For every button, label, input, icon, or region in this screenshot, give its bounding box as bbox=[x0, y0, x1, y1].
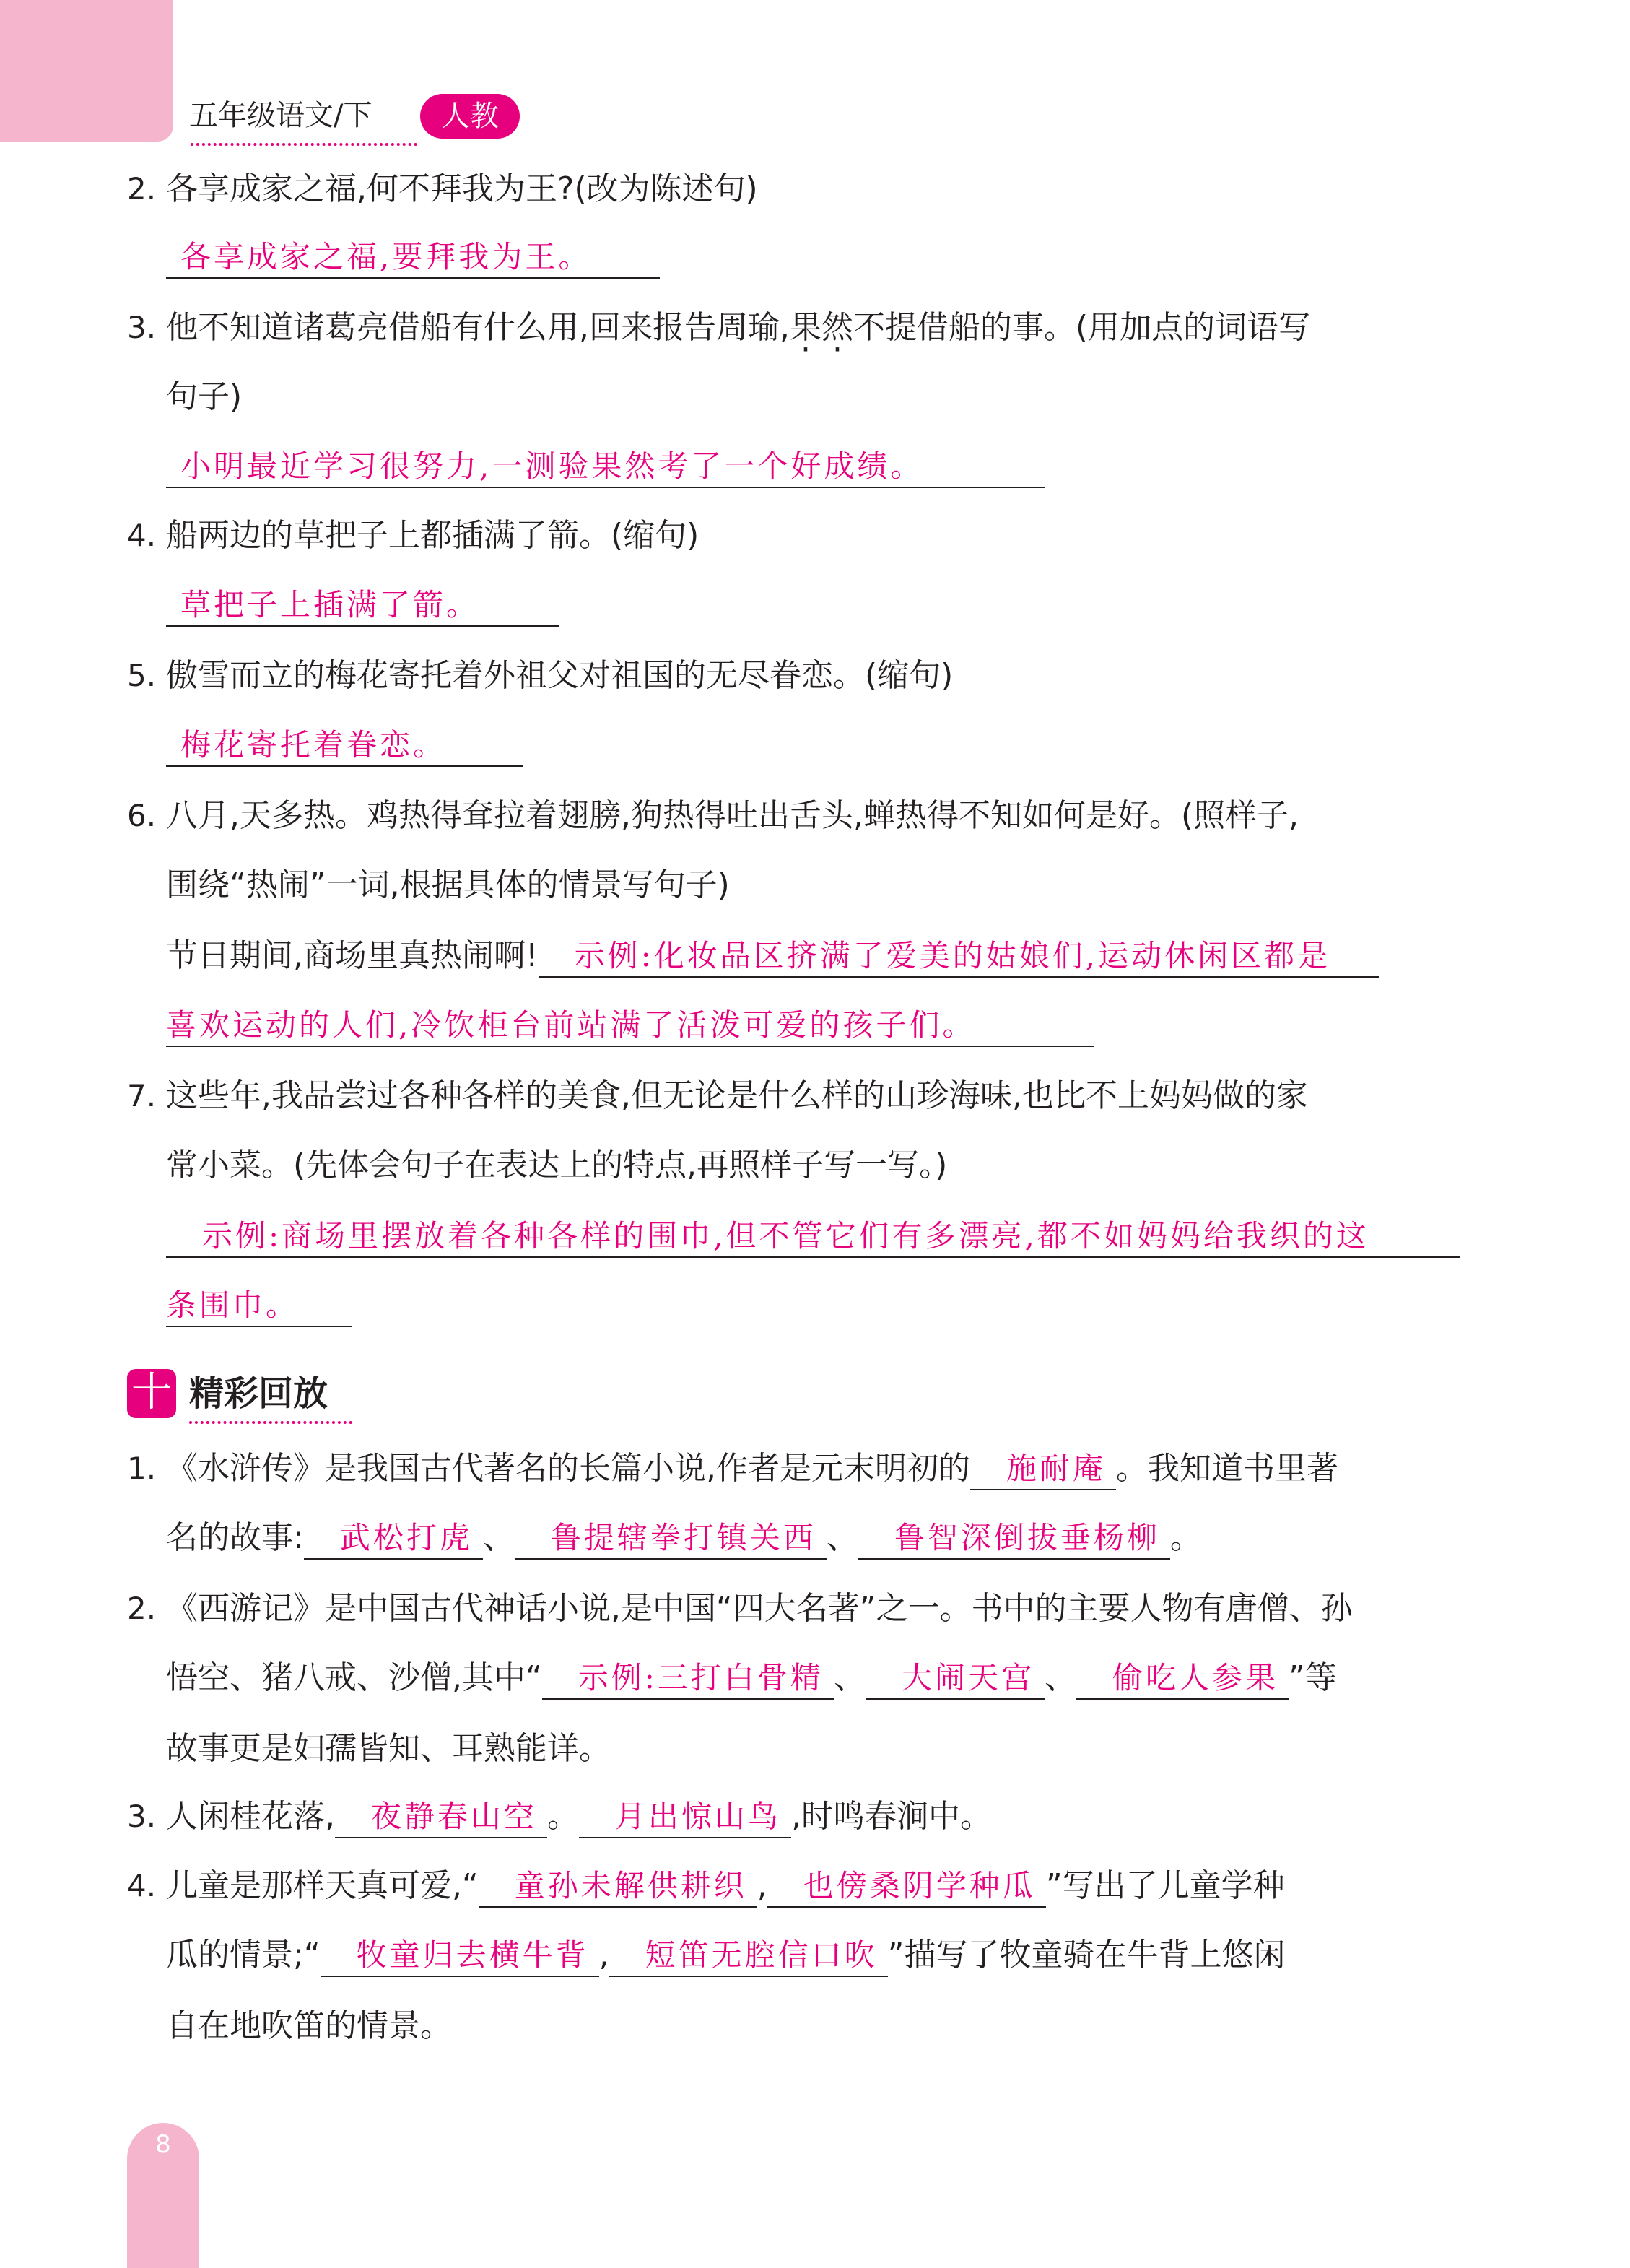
section-dotted-rule bbox=[189, 1421, 352, 1424]
question-text: 常小菜。(先体会句子在表达上的特点,再照样子写一写。) bbox=[166, 1147, 948, 1183]
answer-blank[interactable]: 梅花寄托着眷恋。 bbox=[166, 725, 523, 767]
item-number: 6. bbox=[127, 798, 157, 833]
answer-blank[interactable]: 牧童归去横牛背 bbox=[321, 1935, 599, 1977]
header-badge: 人教 bbox=[420, 94, 520, 139]
item-number: 7. bbox=[127, 1078, 157, 1113]
emphasis-dot-char: 然 bbox=[821, 309, 853, 346]
header-dotted-rule bbox=[191, 143, 417, 146]
item-number: 3. bbox=[127, 310, 157, 345]
item-number: 2. bbox=[127, 171, 157, 207]
question-text: 自在地吹笛的情景。 bbox=[166, 2007, 452, 2044]
header-title: 五年级语文/下 bbox=[189, 99, 372, 132]
item-number: 2. bbox=[127, 1591, 157, 1626]
answer-blank[interactable]: 鲁提辖拳打镇关西 bbox=[515, 1518, 827, 1560]
question-text: 《西游记》是中国古代神话小说,是中国“四大名著”之一。书中的主要人物有唐僧、孙 bbox=[166, 1590, 1353, 1627]
answer-blank[interactable]: 童孙未解供耕织 bbox=[479, 1866, 757, 1908]
answer-blank[interactable]: 也傍桑阴学种瓜 bbox=[767, 1866, 1046, 1908]
answer-blank[interactable]: 施耐庵 bbox=[970, 1448, 1116, 1490]
answer-blank[interactable]: 夜静春山空 bbox=[335, 1796, 547, 1838]
section-number-icon: 十 bbox=[127, 1369, 176, 1418]
answer-blank[interactable]: 条围巾。 bbox=[166, 1285, 352, 1327]
question-text: 瓜的情景;“ 牧童归去横牛背 , 短笛无腔信口吹 ”描写了牧童骑在牛背上悠闲 bbox=[166, 1934, 1285, 1977]
answer-blank[interactable]: 示例:化妆品区挤满了爱美的姑娘们,运动休闲区都是 bbox=[539, 936, 1379, 978]
page-number: 8 bbox=[155, 2130, 171, 2159]
item-number: 4. bbox=[127, 1868, 157, 1903]
section-title: 精彩回放 bbox=[189, 1373, 328, 1414]
question-text: 人闲桂花落, 夜静春山空 。 月出惊山鸟 ,时鸣春涧中。 bbox=[166, 1795, 992, 1838]
answer-blank[interactable]: 大闹天宫 bbox=[866, 1658, 1045, 1700]
question-text: 傲雪而立的梅花寄托着外祖父对祖国的无尽眷恋。(缩句) bbox=[166, 657, 954, 694]
answer-blank[interactable]: 示例:商场里摆放着各种各样的围巾,但不管它们有多漂亮,都不如妈妈给我织的这 bbox=[166, 1216, 1460, 1258]
question-text: 名的故事: 武松打虎 、 鲁提辖拳打镇关西 、 鲁智深倒拔垂杨柳 。 bbox=[166, 1516, 1202, 1560]
question-text: 这些年,我品尝过各种各样的美食,但无论是什么样的山珍海味,也比不上妈妈做的家 bbox=[166, 1077, 1308, 1114]
question-text: 悟空、猪八戒、沙僧,其中“ 示例:三打白骨精 、 大闹天宫 、 偷吃人参果 ”等 bbox=[166, 1656, 1337, 1700]
question-text: 各享成家之福,何不拜我为王?(改为陈述句) bbox=[166, 170, 758, 207]
answer-blank[interactable]: 月出惊山鸟 bbox=[579, 1796, 791, 1838]
answer-blank[interactable]: 鲁智深倒拔垂杨柳 bbox=[858, 1518, 1170, 1560]
page-corner-decoration bbox=[0, 0, 173, 142]
example-prompt: 节日期间,商场里真热闹啊! bbox=[166, 937, 539, 974]
question-text: 八月,天多热。鸡热得耷拉着翅膀,狗热得吐出舌头,蝉热得不知如何是好。(照样子, bbox=[166, 797, 1299, 834]
answer-blank[interactable]: 示例:三打白骨精 bbox=[542, 1658, 834, 1700]
answer-blank[interactable]: 短笛无腔信口吹 bbox=[609, 1935, 888, 1977]
question-text: 他不知道诸葛亮借船有什么用,回来报告周瑜,果然不提借船的事。(用加点的词语写 bbox=[166, 309, 1311, 346]
answer-blank[interactable]: 草把子上插满了箭。 bbox=[166, 585, 559, 627]
answer-blank[interactable]: 偷吃人参果 bbox=[1076, 1658, 1289, 1700]
question-text bbox=[166, 934, 1379, 978]
question-text: 船两边的草把子上都插满了箭。(缩句) bbox=[166, 517, 699, 554]
answer-blank[interactable]: 各享成家之福,要拜我为王。 bbox=[166, 237, 660, 279]
answer-blank[interactable]: 武松打虎 bbox=[304, 1518, 483, 1560]
question-text: 围绕“热闹”一词,根据具体的情景写句子) bbox=[166, 866, 730, 903]
emphasis-dot-char: 果 bbox=[789, 309, 821, 346]
item-number: 1. bbox=[127, 1451, 157, 1486]
item-number: 4. bbox=[127, 518, 157, 553]
question-text: 儿童是那样天真可爱,“ 童孙未解供耕织 , 也傍桑阴学种瓜 ”写出了儿童学种 bbox=[166, 1864, 1285, 1908]
question-text: 句子) bbox=[166, 378, 243, 415]
item-number: 3. bbox=[127, 1799, 157, 1834]
answer-blank[interactable]: 喜欢运动的人们,冷饮柜台前站满了活泼可爱的孩子们。 bbox=[166, 1005, 1094, 1047]
answer-blank[interactable]: 小明最近学习很努力,一测验果然考了一个好成绩。 bbox=[166, 446, 1045, 488]
question-text: 故事更是妇孺皆知、耳熟能详。 bbox=[166, 1730, 611, 1767]
question-text: 《水浒传》是我国古代著名的长篇小说,作者是元末明初的 施耐庵 。我知道书里著 bbox=[166, 1447, 1338, 1490]
item-number: 5. bbox=[127, 658, 157, 693]
